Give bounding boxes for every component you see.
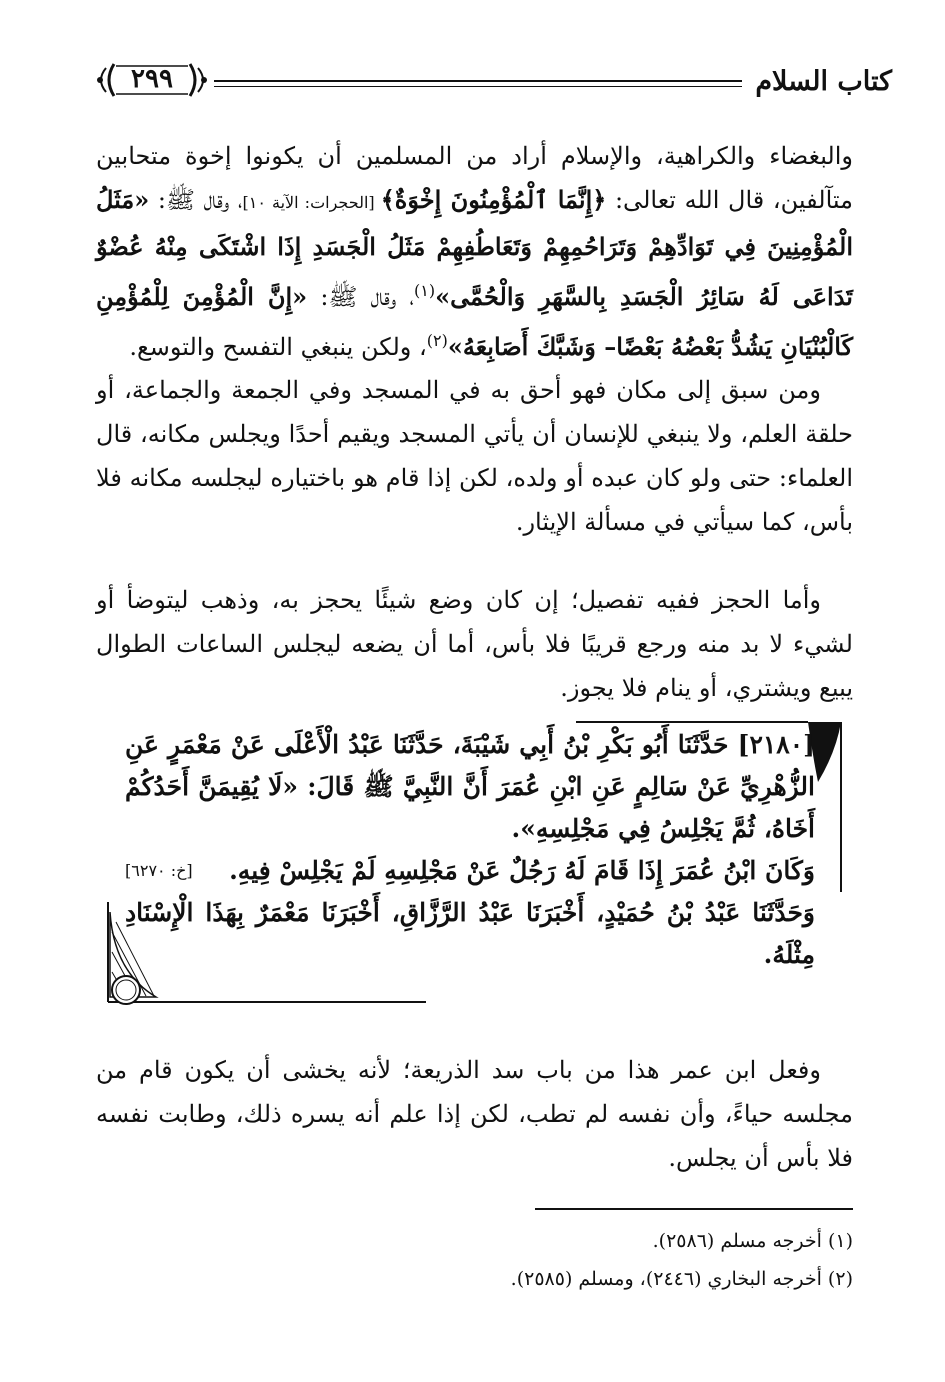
hadith-line-3: وَحَدَّثَنَا عَبْدُ بْنُ حُمَيْدٍ، أَخْبَرَنَا عَبْدُ الرَّزَّاقِ، أَخْبَرَنَا مَعْمَرٌ بِهَذَا الْإِسْنَادِ مِثْلَهُ. (125, 898, 815, 969)
paragraph-text: ومن سبق إلى مكان فهو أحق به في المسجد وفي الجمعة والجماعة، أو حلقة العلم، ولا ينبغي للإنسان أن يأتي المسجد ويقيم أحدًا ويجلس مكانه، قال العلماء: حتى ولو كان عبده أو ولده، لكن إذا قام هو باختياره ليجلسه مكانه فلا بأس، كما سيأتي في مسألة الإيثار. (96, 376, 853, 536)
hadith-quote: «مَثَلُ الْمُؤْمِنِينَ فِي تَوَادِّهِمْ وَتَرَاحُمِهِمْ وَتَعَاطُفِهِمْ مَثَلُ الْجَسَدِ إِذَا اشْتَكَى مِنْهُ عُضْوٌ تَدَاعَى لَهُ سَائِرُ الْجَسَدِ بِالسَّهَرِ وَالْحُمَّى» (96, 185, 853, 311)
paragraph-2 (96, 368, 853, 544)
footnote-marker: (٢) (426, 331, 448, 350)
paragraph-text: وأما الحجز ففيه تفصيل؛ إن كان وضع شيئًا يحجز به، وذهب ليتوضأ أو لشيء لا بد منه ورجع قريبًا فلا بأس، أما أن يضعه ليجلس الساعات الطوال يبيع ويشتري، أو ينام فلا يجوز. (96, 586, 853, 702)
header-rule (214, 80, 742, 82)
text-run: والبغضاء والكراهية، والإسلام أراد من المسلمين أن يكونوا إخوة متحابين متآلفين، قال الله تعالى: (96, 142, 853, 214)
footnote-1: (١) أخرجه مسلم (٢٥٨٦). (652, 1230, 853, 1252)
text-run: ، ولكن ينبغي التفسح والتوسع. (129, 333, 427, 361)
page-header (92, 58, 892, 108)
hadith-line-1: [٢١٨٠] حَدَّثَنَا أَبُو بَكْرِ بْنُ أَبِي شَيْبَةَ، حَدَّثَنَا عَبْدُ الْأَعْلَى عَنْ مَعْمَرٍ عَنِ الزُّهْرِيِّ عَنْ سَالِمٍ عَنِ ابْنِ عُمَرَ أَنَّ النَّبِيَّ ﷺ قَالَ: «لَا يُقِيمَنَّ أَحَدُكُمْ أَخَاهُ، ثُمَّ يَجْلِسُ فِي مَجْلِسِهِ». (125, 730, 815, 843)
quran-reference: [الحجرات: الآية ١٠] (242, 193, 381, 212)
text-run: ، وقال ﷺ: (149, 186, 243, 214)
quran-verse: ﴿إِنَّمَا ٱلْمُؤْمِنُونَ إِخْوَةٌ﴾ (380, 185, 607, 214)
paragraph-1 (96, 134, 853, 369)
hadith-text-block (125, 724, 815, 976)
bukhari-reference: [خ: ٦٢٧٠] (125, 861, 193, 880)
paragraph-4 (96, 1048, 853, 1180)
paragraph-3 (96, 578, 853, 710)
footnote-2: (٢) أخرجه البخاري (٢٤٤٦)، ومسلم (٢٥٨٥). (510, 1268, 853, 1290)
text-run: ، وقال ﷺ: (307, 283, 415, 311)
hadith-quote: «إِنَّ الْمُؤْمِنَ لِلْمُؤْمِنِ كَالْبُنْيَانِ يَشُدُّ بَعْضُهُ بَعْضًا– وَشَبَّكَ أَصَابِعَهُ» (96, 282, 853, 361)
header-rule-thin (214, 86, 742, 87)
footnotes (96, 1222, 853, 1298)
footnote-marker: (١) (414, 281, 436, 300)
paragraph-text: وفعل ابن عمر هذا من باب سد الذريعة؛ لأنه يخشى أن يكون قام من مجلسه حياءً، وأن نفسه لم تطب، لكن إذا علم أنه يسره ذلك، وطابت نفسه فلا بأس أن يجلس. (96, 1056, 853, 1172)
hadith-line-2 (125, 850, 815, 892)
page-number-ornament (92, 58, 212, 102)
page-number: ٢٩٩ (131, 64, 173, 94)
book-title: كتاب السلام (755, 66, 892, 97)
hadith-line-2-text: وَكَانَ ابْنُ عُمَرَ إِذَا قَامَ لَهُ رَجُلٌ عَنْ مَجْلِسِهِ لَمْ يَجْلِسْ فِيهِ. (229, 856, 815, 885)
footnote-separator (535, 1208, 853, 1210)
